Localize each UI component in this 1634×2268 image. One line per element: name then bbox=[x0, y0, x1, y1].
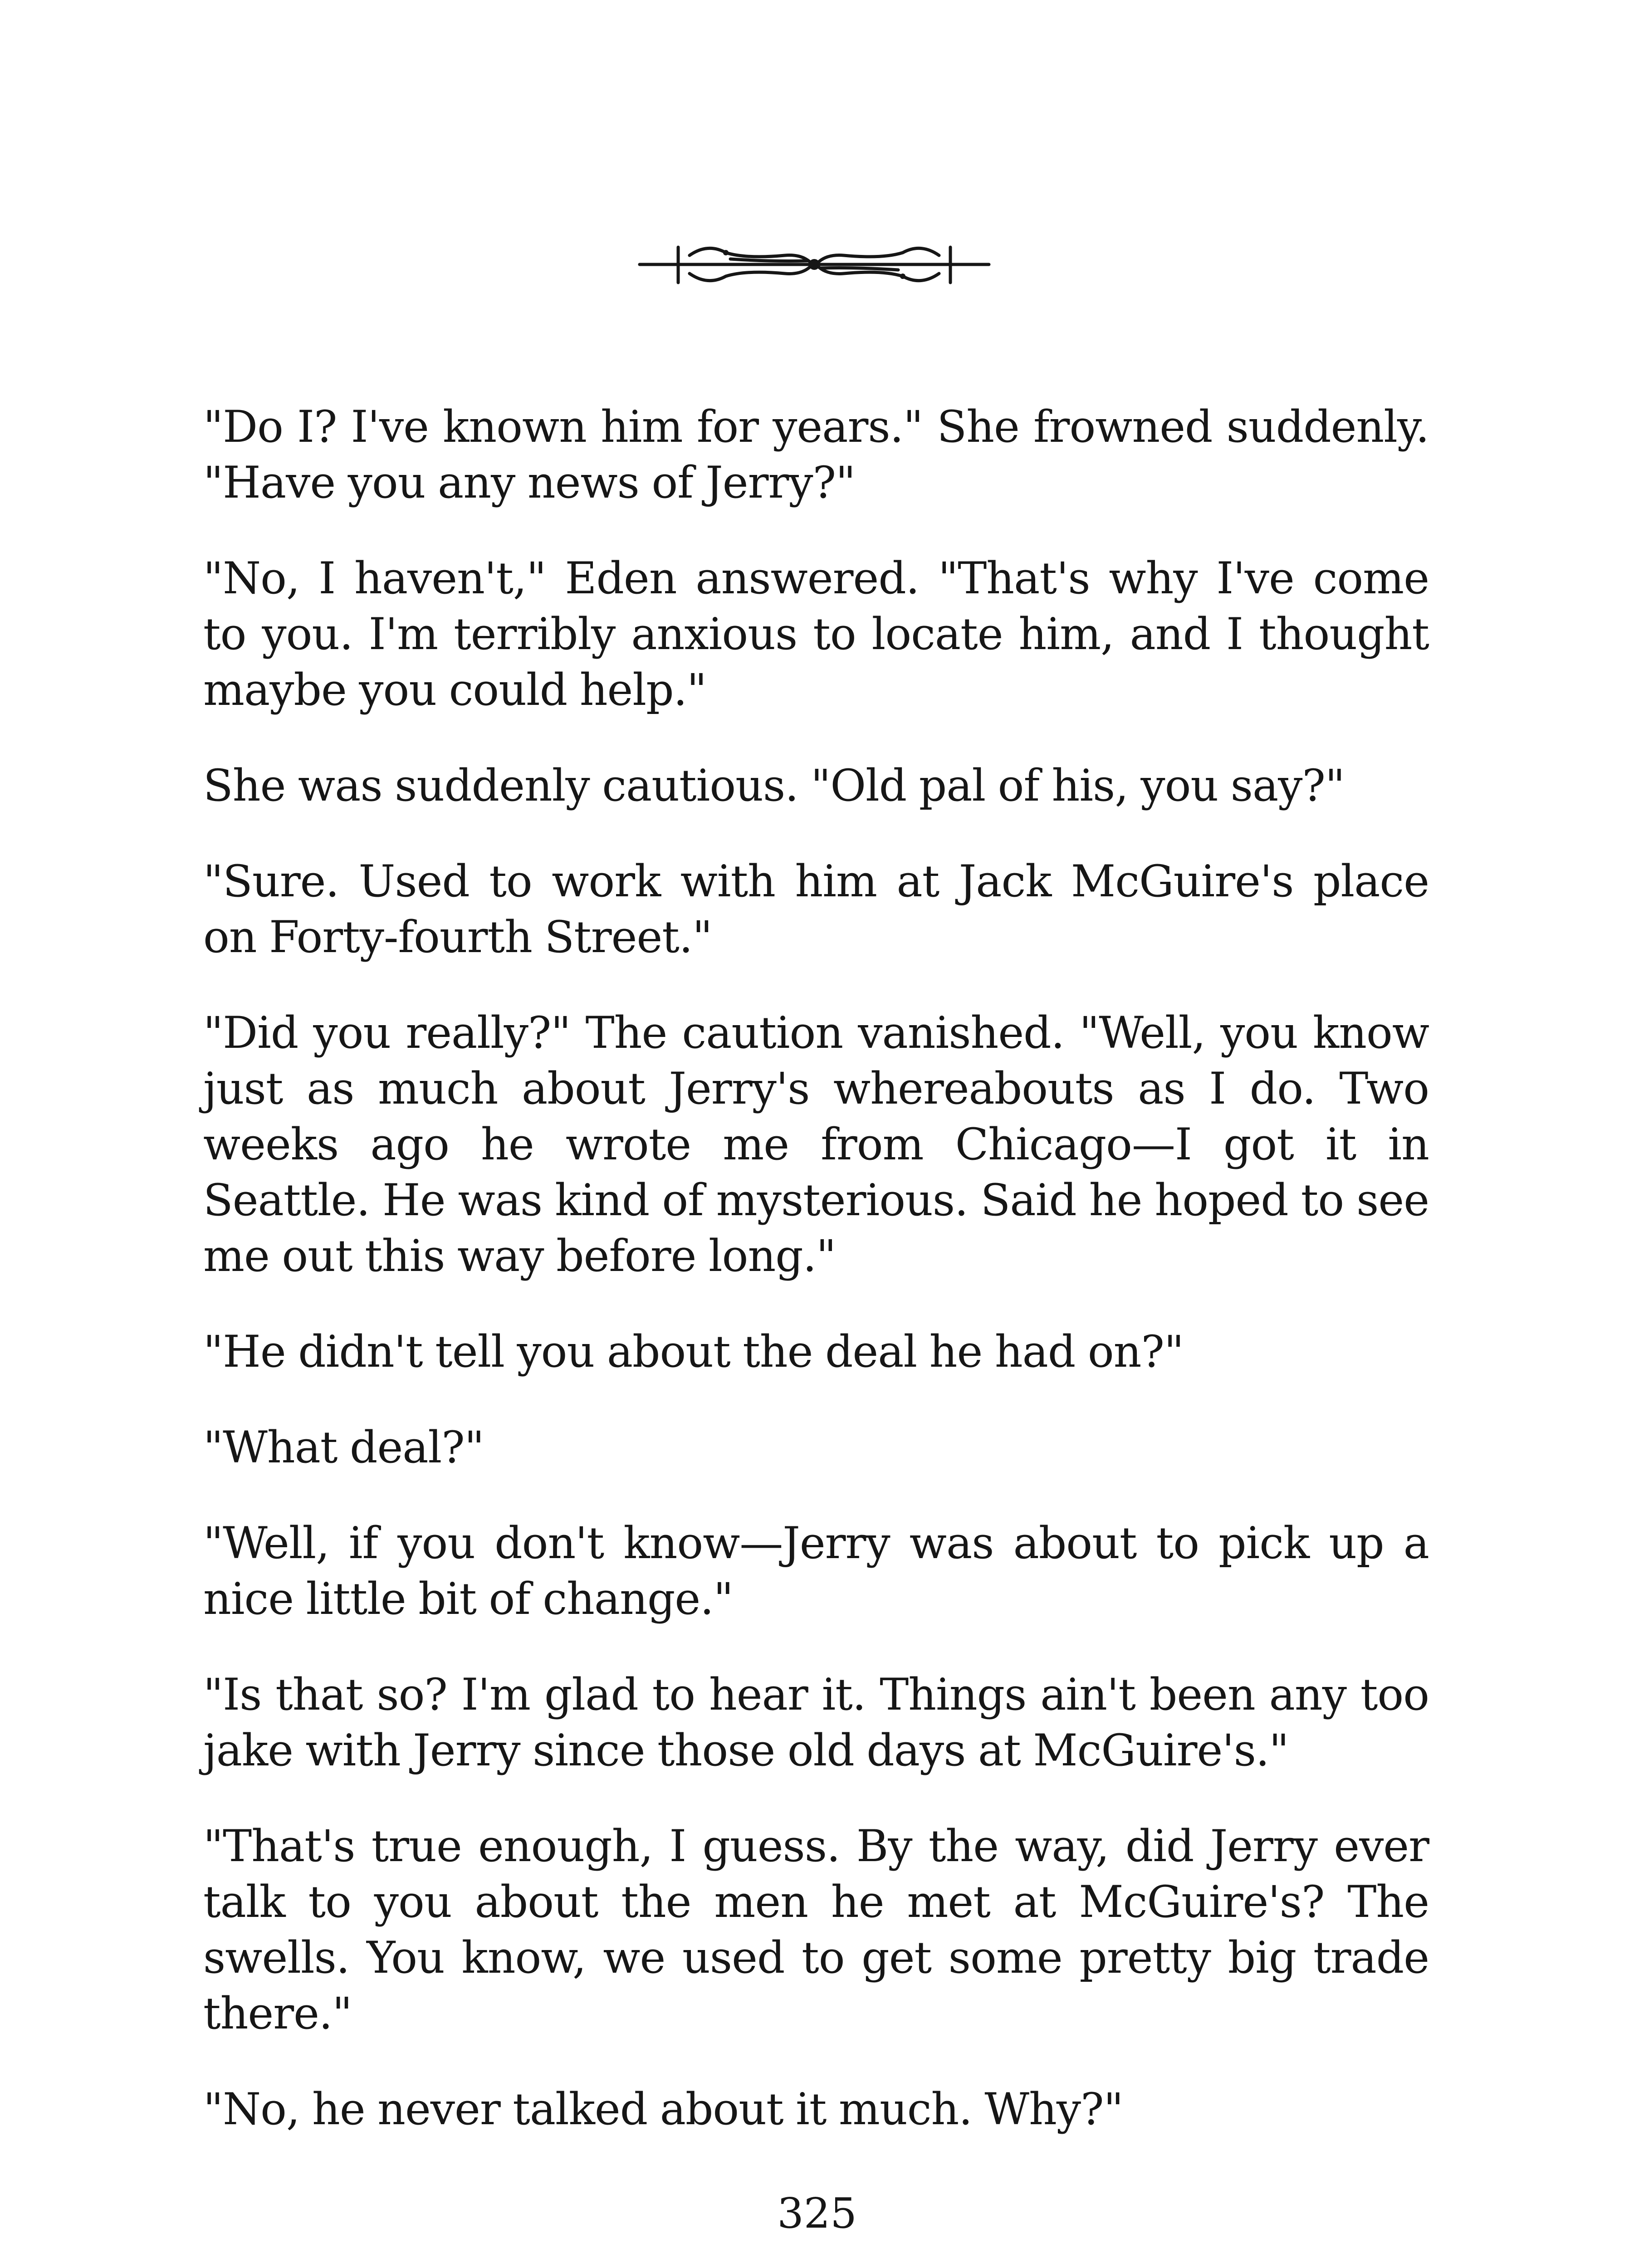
body-text bbox=[203, 399, 1429, 2177]
paragraph: She was suddenly cautious. "Old pal of his, you say?" bbox=[203, 760, 1345, 811]
paragraph: "Did you really?" The caution vanished. "Well, you know just as much about Jerry's whereabouts as I do. Two weeks ago he wrote me from Chicago—I got it in Seattle. He was kind of mysterious. Said he hoped to see me out this way before long." bbox=[203, 1007, 1429, 1281]
decorative-divider-icon bbox=[635, 229, 993, 297]
page-number: 325 bbox=[777, 2189, 857, 2238]
paragraph: "What deal?" bbox=[203, 1422, 484, 1473]
paragraph: "No, I haven't," Eden answered. "That's why I've come to you. I'm terribly anxious to locate him, and I thought maybe you could help." bbox=[203, 553, 1429, 715]
paragraph: "He didn't tell you about the deal he had on?" bbox=[203, 1326, 1184, 1377]
paragraph: "No, he never talked about it much. Why?" bbox=[203, 2084, 1123, 2135]
paragraph: "Well, if you don't know—Jerry was about to pick up a nice little bit of change." bbox=[203, 1518, 1429, 1624]
paragraph: "Is that so? I'm glad to hear it. Things ain't been any too jake with Jerry since those old days at McGuire's." bbox=[203, 1669, 1429, 1776]
paragraph: "Do I? I've known him for years." She frowned suddenly. "Have you any news of Jerry?" bbox=[203, 401, 1429, 508]
paragraph: "Sure. Used to work with him at Jack McGuire's place on Forty-fourth Street." bbox=[203, 856, 1429, 963]
paragraph: "That's true enough, I guess. By the way, did Jerry ever talk to you about the men he met at McGuire's? The swells. You know, we used to get some pretty big trade there." bbox=[203, 1821, 1429, 2039]
